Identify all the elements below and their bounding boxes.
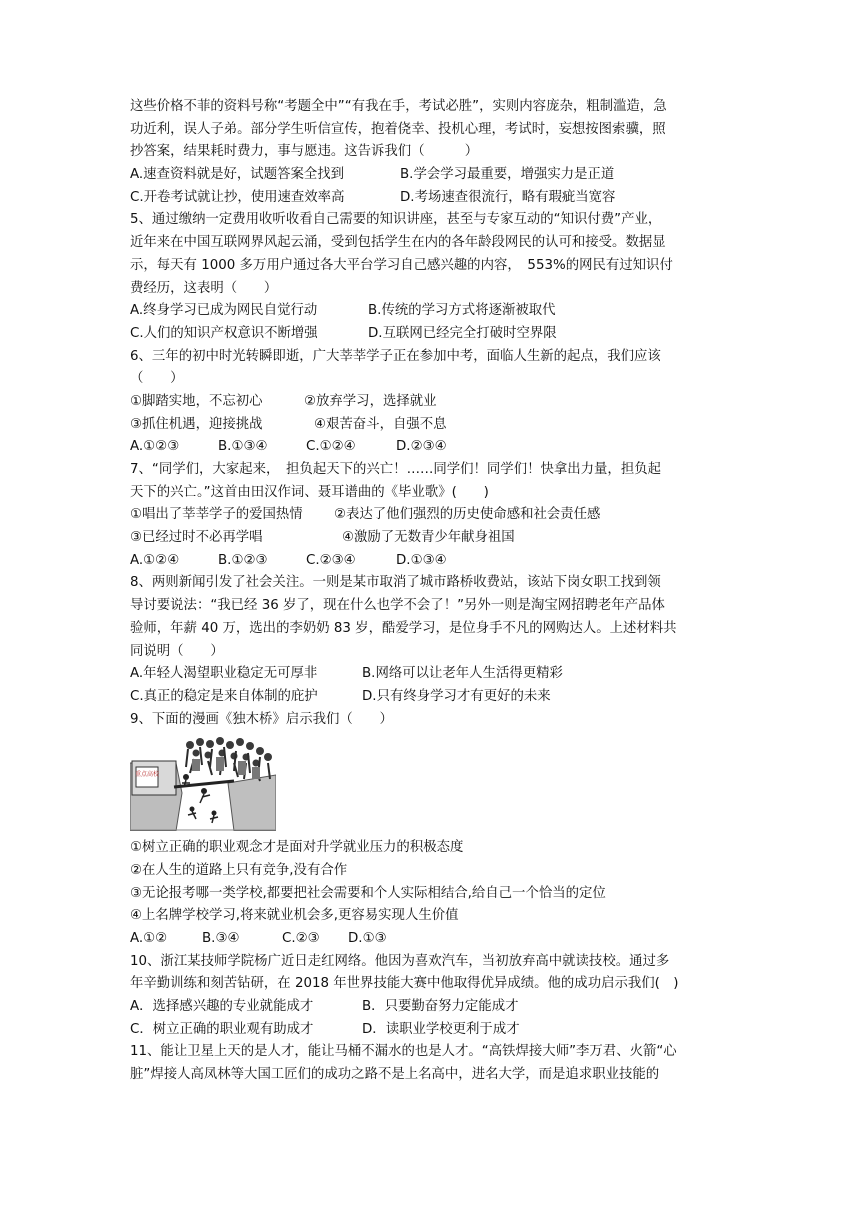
question-11 (130, 1041, 732, 1086)
question-text-line: 10、浙江某技师学院杨广近日走红网络。他因为喜欢汽车，当初放弃高中就读技校。通过多 (130, 953, 670, 969)
option-a: A.年轻人渴望职业稳定无可厚非 (130, 666, 318, 682)
question-text-line: 8、两则新闻引发了社会关注。一则是某市取消了城市路桥收费站，该站下岗女职工找到领 (130, 575, 661, 591)
question-text-line: 9、下面的漫画《独木桥》启示我们（ ） (130, 711, 393, 727)
option-b: B.传统的学习方式将逐渐被取代 (368, 303, 556, 319)
statement-4: ④激励了无数青少年献身祖国 (342, 530, 515, 546)
question-8 (130, 572, 732, 708)
statement-3: ③已经过时不必再学唱 (130, 530, 263, 546)
statement-1: ①树立正确的职业观念才是面对升学就业压力的积极态度 (130, 840, 464, 856)
option-d: D．读职业学校更利于成才 (362, 1021, 520, 1037)
statement-row (130, 391, 732, 414)
option-c: C.①②④ (306, 439, 356, 455)
statement-3: ③抓住机遇，迎接挑战 (130, 416, 263, 432)
option-c: C.人们的知识产权意识不断增强 (130, 325, 318, 341)
option-a: A．选择感兴趣的专业就能成才 (130, 999, 314, 1015)
statement-row (130, 414, 732, 437)
question-text-line: 验师，年薪 40 万，选出的李奶奶 83 岁，酷爱学习，是位身手不凡的网购达人。上述材料共 (130, 620, 677, 636)
option-d: D.①③ (348, 931, 387, 946)
question-text-line: 7、“同学们，大家起来， 担负起天下的兴亡！……同学们！同学们！快拿出力量，担负起 (130, 462, 661, 477)
option-d: D.①③④ (396, 552, 447, 568)
option-b: B.③④ (202, 931, 240, 946)
question-text-line: 5、通过缴纳一定费用收听收看自己需要的知识讲座，甚至与专家互动的“知识付费”产业， (130, 212, 662, 228)
question-text-line: （ ） (130, 371, 184, 387)
question-6 (130, 346, 732, 459)
statement-4: ④上名牌学校学习,将来就业机会多,更容易实现人生价值 (130, 908, 459, 924)
option-d: D.②③④ (396, 439, 447, 455)
option-row (130, 187, 732, 210)
option-c: C.②③④ (306, 552, 356, 568)
statement-row (130, 504, 732, 527)
option-c: C.真正的稳定是来自体制的庇护 (130, 688, 318, 704)
option-d: D.考场速查很流行，略有瑕疵当宽容 (400, 189, 616, 205)
option-row (130, 1019, 732, 1042)
single-plank-bridge-cartoon-icon (130, 733, 276, 831)
question-text-line: 导讨要说法：“我已经 36 岁了，现在什么也学不会了！”另外一则是淘宝网招聘老年产品体 (130, 598, 665, 614)
option-b: B．只要勤奋努力定能成才 (362, 999, 519, 1015)
question-text-line: 天下的兴亡。”这首由田汉作词、聂耳谱曲的《毕业歌》( ) (130, 484, 489, 500)
option-row (130, 663, 732, 686)
question-5 (130, 209, 732, 345)
question-7 (130, 459, 732, 572)
statement-row (130, 527, 732, 550)
question-9 (130, 709, 732, 951)
option-row (130, 550, 732, 573)
question-text-line: 年辛勤训练和刻苦钻研，在 2018 年世界技能大赛中他取得优异成绩。他的成功启示我们( ) (130, 976, 679, 992)
option-a: A.①②④ (130, 552, 180, 568)
question-text-line: 同说明（ ） (130, 643, 224, 659)
option-a: A.速查资料就是好，试题答案全找到 (130, 167, 345, 183)
sign-text: 重点高校 (134, 771, 160, 779)
question-text-line: 这些价格不菲的资料号称“考题全中”“有我在手，考试必胜”，实则内容庞杂，粗制滥造，急 (130, 99, 667, 114)
question-text-line: 11、能让卫星上天的是人才，能让马桶不漏水的也是人才。“高铁焊接大师”李万君、火箭“心 (130, 1044, 677, 1060)
statement-1: ①脚踏实地，不忘初心 (130, 393, 263, 409)
option-row (130, 164, 732, 187)
option-row (130, 300, 732, 323)
statement-2: ②在人生的道路上只有竞争,没有合作 (130, 862, 348, 878)
option-b: B.网络可以让老年人生活得更精彩 (362, 666, 563, 682)
option-b: B.①②③ (218, 552, 268, 568)
question-text-line: 脏”焊接人高凤林等大国工匠们的成功之路不是上名高中，进名大学，而是追求职业技能的 (130, 1067, 660, 1083)
statement-1: ①唱出了莘莘学子的爱国热情 (130, 507, 303, 523)
question-text-line: 近年来在中国互联网界风起云涌，受到包括学生在内的各年龄段网民的认可和接受。数据显 (130, 235, 666, 251)
exam-content (130, 96, 732, 1087)
option-c: C.②③ (282, 931, 320, 946)
option-a: A.①② (130, 931, 168, 946)
option-d: D.互联网已经完全打破时空界限 (368, 325, 557, 341)
option-a: A.终身学习已成为网民自觉行动 (130, 303, 318, 319)
question-text-line: 6、三年的初中时光转瞬即逝，广大莘莘学子正在参加中考，面临人生新的起点，我们应该 (130, 348, 661, 364)
option-d: D.只有终身学习才有更好的未来 (362, 688, 551, 704)
option-row (130, 323, 732, 346)
question-text-line: 抄答案，结果耗时费力，事与愿违。这告诉我们（ ） (130, 144, 479, 160)
statement-4: ④艰苦奋斗，自强不息 (314, 416, 447, 432)
option-row (130, 436, 732, 459)
option-row (130, 928, 732, 951)
statement-3: ③无论报考哪一类学校,都要把社会需要和个人实际相结合,给自己一个恰当的定位 (130, 885, 606, 901)
option-a: A.①②③ (130, 439, 180, 455)
option-c: C.开卷考试就让抄，使用速查效率高 (130, 189, 345, 205)
option-c: C．树立正确的职业观有助成才 (130, 1021, 314, 1037)
question-10 (130, 951, 732, 1042)
statement-2: ②放弃学习，选择就业 (304, 393, 437, 409)
question-text-line: 示，每天有 1000 多万用户通过各大平台学习自己感兴趣的内容， 553%的网民有过知识付 (130, 257, 673, 273)
question-text-line: 费经历，这表明（ ） (130, 280, 278, 296)
question-4 (130, 96, 732, 209)
option-b: B.学会学习最重要，增强实力是正道 (400, 167, 615, 183)
question-text-line: 功近利，误人子弟。部分学生听信宣传，抱着侥幸、投机心理，考试时，妄想按图索骥，照 (130, 121, 666, 137)
option-row (130, 686, 732, 709)
statement-2: ②表达了他们强烈的历史使命感和社会责任感 (334, 507, 601, 523)
option-b: B.①③④ (218, 439, 268, 455)
option-row (130, 996, 732, 1019)
